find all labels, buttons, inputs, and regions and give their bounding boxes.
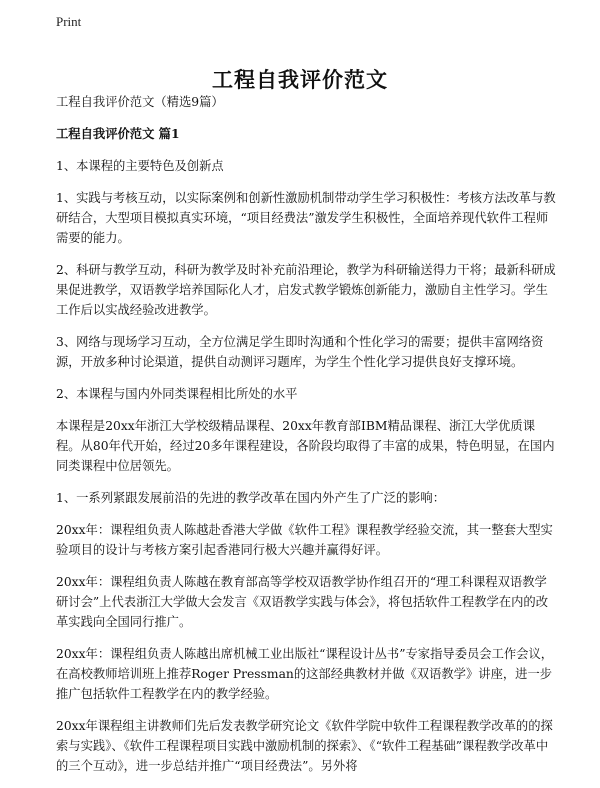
- paragraph-bilingual-seminar: 20xx年：课程组负责人陈越在教育部高等学校双语教学协作组召开的“理工科课程双语教学研讨会”上代表浙江大学做大会发言《双语教学实践与体会》，将包括软件工程教学在内的改革实践向全国同行推广。: [56, 575, 549, 629]
- document-subtitle: 工程自我评价范文（精选9篇）: [56, 95, 224, 109]
- paragraph-features-heading: 1、本课程的主要特色及创新点: [56, 159, 224, 173]
- paragraph-reform-impact: 1、一系列紧跟发展前沿的先进的教学改革在国内外产生了广泛的影响：: [56, 491, 446, 505]
- paragraph-level-heading: 2、本课程与国内外同类课程相比所处的水平: [56, 387, 298, 401]
- section-heading: 工程自我评价范文 篇1: [56, 126, 180, 141]
- document-title: 工程自我评价范文: [212, 67, 388, 93]
- paragraph-practice-assessment: 1、实践与考核互动，以实际案例和创新性激励机制带动学生学习积极性：考核方法改革与教研结合，大型项目模拟真实环境，“项目经费法”激发学生积极性，全面培养现代软件工程师需要的能力。: [56, 191, 556, 245]
- paragraph-course-overview: 本课程是20xx年浙江大学校级精品课程、20xx年教育部IBM精品课程、浙江大学优质课程。从80年代开始，经过20多年课程建设，各阶段均取得了丰富的成果，特色明显，在国内同类课程中位居领先。: [56, 419, 555, 473]
- paragraph-publisher-meeting: 20xx年：课程组负责人陈越出席机械工业出版社“课程设计丛书”专家指导委员会工作会议，在高校教师培训班上推荐Roger Pressman的这部经典教材并做《双语教学》讲座，进一步推广包括软件工程教学在内的教学经验。: [56, 647, 554, 701]
- paragraph-online-onsite: 3、网络与现场学习互动，全方位满足学生即时沟通和个性化学习的需要；提供丰富网络资源，开放多种讨论渠道，提供自动测评习题库，为学生个性化学习提供良好支撑环境。: [56, 335, 544, 369]
- print-link[interactable]: Print: [56, 14, 82, 29]
- paragraph-hongkong-exchange: 20xx年：课程组负责人陈越赴香港大学做《软件工程》课程教学经验交流，其一整套大型实验项目的设计与考核方案引起香港同行极大兴趣并赢得好评。: [56, 523, 553, 557]
- document-body: [56, 92, 556, 788]
- paragraph-research-papers: 20xx年课程组主讲教师们先后发表教学研究论文《软件学院中软件工程课程教学改革的的探索与实践》、《软件工程课程项目实践中激励机制的探索》、《“软件工程基础”课程教学改革中的三个互动》，进一步总结并推广“项目经费法”。另外将: [56, 719, 553, 773]
- paragraph-research-teaching: 2、科研与教学互动，科研为教学及时补充前沿理论，教学为科研输送得力干将；最新科研成果促进教学，双语教学培养国际化人才，启发式教学锻炼创新能力，激励自主性学习。学生工作后以实战经验改进教学。: [56, 263, 556, 317]
